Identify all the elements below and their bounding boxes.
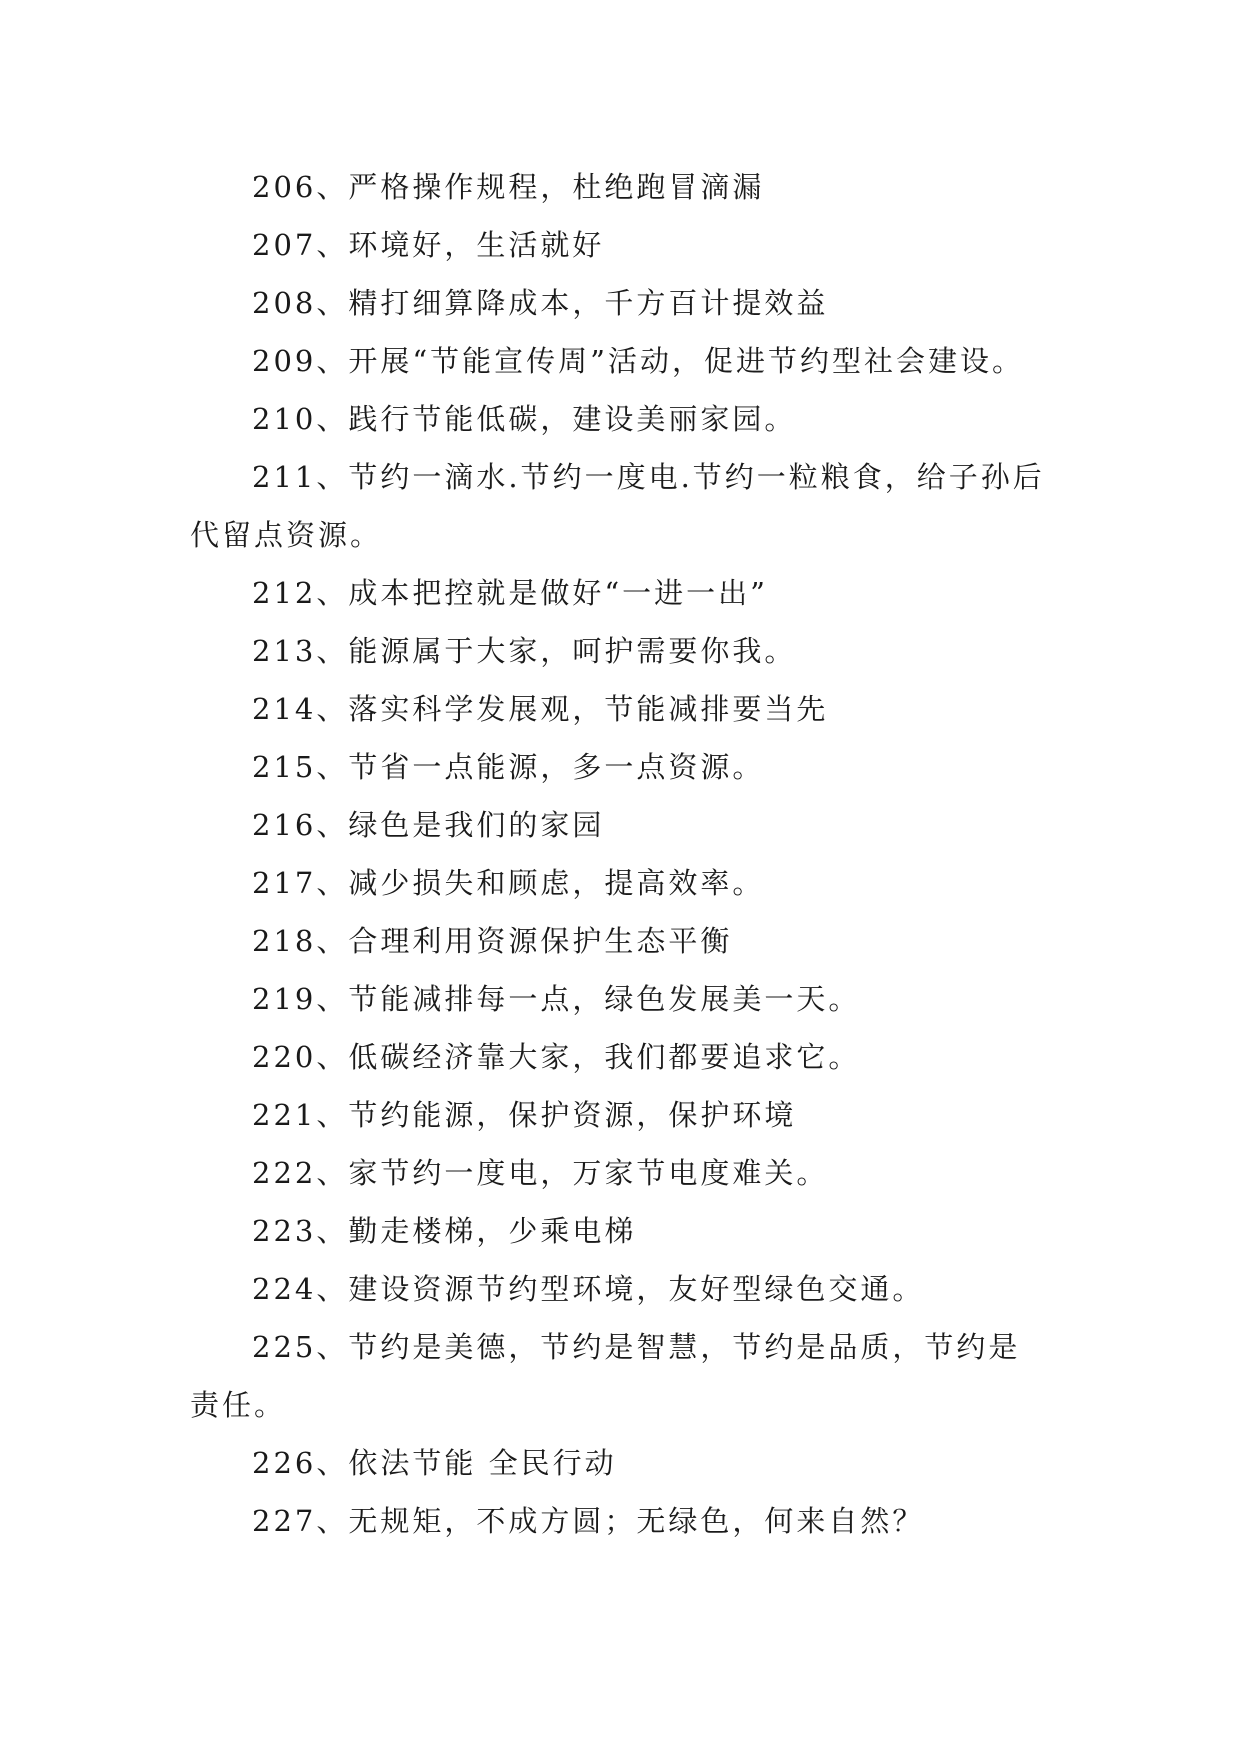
slogan-227: 227、无规矩，不成方圆；无绿色，何来自然？ (252, 1504, 925, 1538)
slogan-216: 216、绿色是我们的家园 (252, 808, 605, 842)
slogan-222: 222、家节约一度电，万家节电度难关。 (252, 1156, 829, 1190)
slogan-210: 210、践行节能低碳，建设美丽家园。 (252, 402, 797, 436)
slogan-214: 214、落实科学发展观，节能减排要当先 (252, 692, 829, 726)
slogan-217: 217、减少损失和顾虑，提高效率。 (252, 866, 765, 900)
slogan-213: 213、能源属于大家，呵护需要你我。 (252, 634, 797, 668)
slogan-221: 221、节约能源，保护资源，保护环境 (252, 1098, 797, 1132)
slogan-206: 206、严格操作规程，杜绝跑冒滴漏 (252, 170, 765, 204)
slogan-218: 218、合理利用资源保护生态平衡 (252, 924, 733, 958)
slogan-225: 225、节约是美德，节约是智慧，节约是品质，节约是责任。 (190, 1330, 1021, 1422)
slogan-223: 223、勤走楼梯，少乘电梯 (252, 1214, 637, 1248)
slogan-212: 212、成本把控就是做好“一进一出” (252, 576, 769, 610)
slogan-list (190, 158, 1050, 1550)
slogan-226: 226、依法节能 全民行动 (252, 1446, 617, 1480)
slogan-211: 211、节约一滴水.节约一度电.节约一粒粮食，给子孙后代留点资源。 (190, 460, 1045, 552)
slogan-215: 215、节省一点能源，多一点资源。 (252, 750, 765, 784)
slogan-209: 209、开展“节能宣传周”活动，促进节约型社会建设。 (252, 344, 1025, 378)
slogan-220: 220、低碳经济靠大家，我们都要追求它。 (252, 1040, 861, 1074)
slogan-224: 224、建设资源节约型环境，友好型绿色交通。 (252, 1272, 925, 1306)
slogan-207: 207、环境好，生活就好 (252, 228, 605, 262)
slogan-208: 208、精打细算降成本，千方百计提效益 (252, 286, 829, 320)
slogan-219: 219、节能减排每一点，绿色发展美一天。 (252, 982, 861, 1016)
